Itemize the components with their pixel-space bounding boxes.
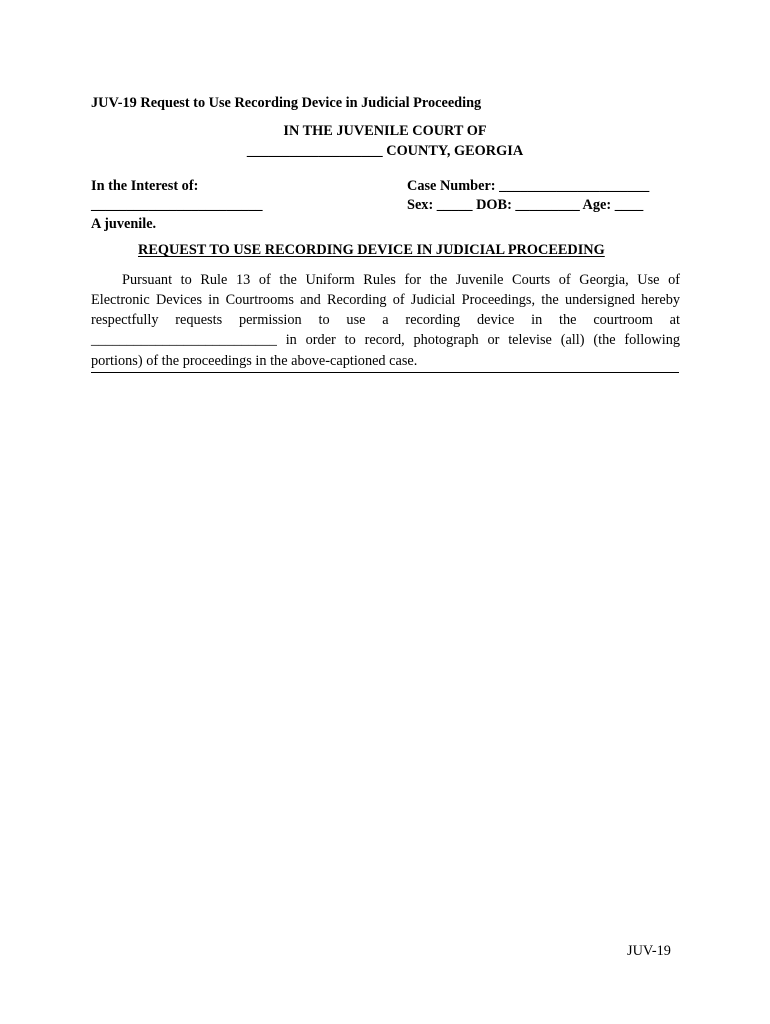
juvenile-name-blank: ________________________ [91, 197, 263, 213]
county-line: ___________________ COUNTY, GEORGIA [246, 143, 524, 159]
request-text-line-5: portions) of the proceedings in the above-captioned case. [91, 353, 418, 369]
document-title: JUV-19 Request to Use Recording Device in Judicial Proceeding [91, 95, 482, 111]
horizontal-divider [91, 372, 679, 373]
court-name: IN THE JUVENILE COURT OF [283, 123, 487, 139]
request-text-line-1: Pursuant to Rule 13 of the Uniform Rules for the Juvenile Courts of Georgia, Use of [122, 272, 680, 288]
footer-form-code: JUV-19 [627, 943, 671, 959]
in-the-interest-of-label: In the Interest of: [91, 178, 199, 194]
request-heading: REQUEST TO USE RECORDING DEVICE IN JUDICIAL PROCEEDING [138, 242, 605, 258]
sex-dob-age-fields: Sex: _____ DOB: _________ Age: ____ [407, 197, 644, 213]
juvenile-label: A juvenile. [91, 216, 157, 232]
request-text-line-4: __________________________ in order to record, photograph or televise (all) (the following [91, 332, 680, 348]
request-text-line-3: respectfully requests permission to use a recording device in the courtroom at [91, 312, 680, 328]
request-text-line-2: Electronic Devices in Courtrooms and Recording of Judicial Proceedings, the undersigned hereby [91, 292, 680, 308]
case-number-field: Case Number: _____________________ [407, 178, 650, 194]
